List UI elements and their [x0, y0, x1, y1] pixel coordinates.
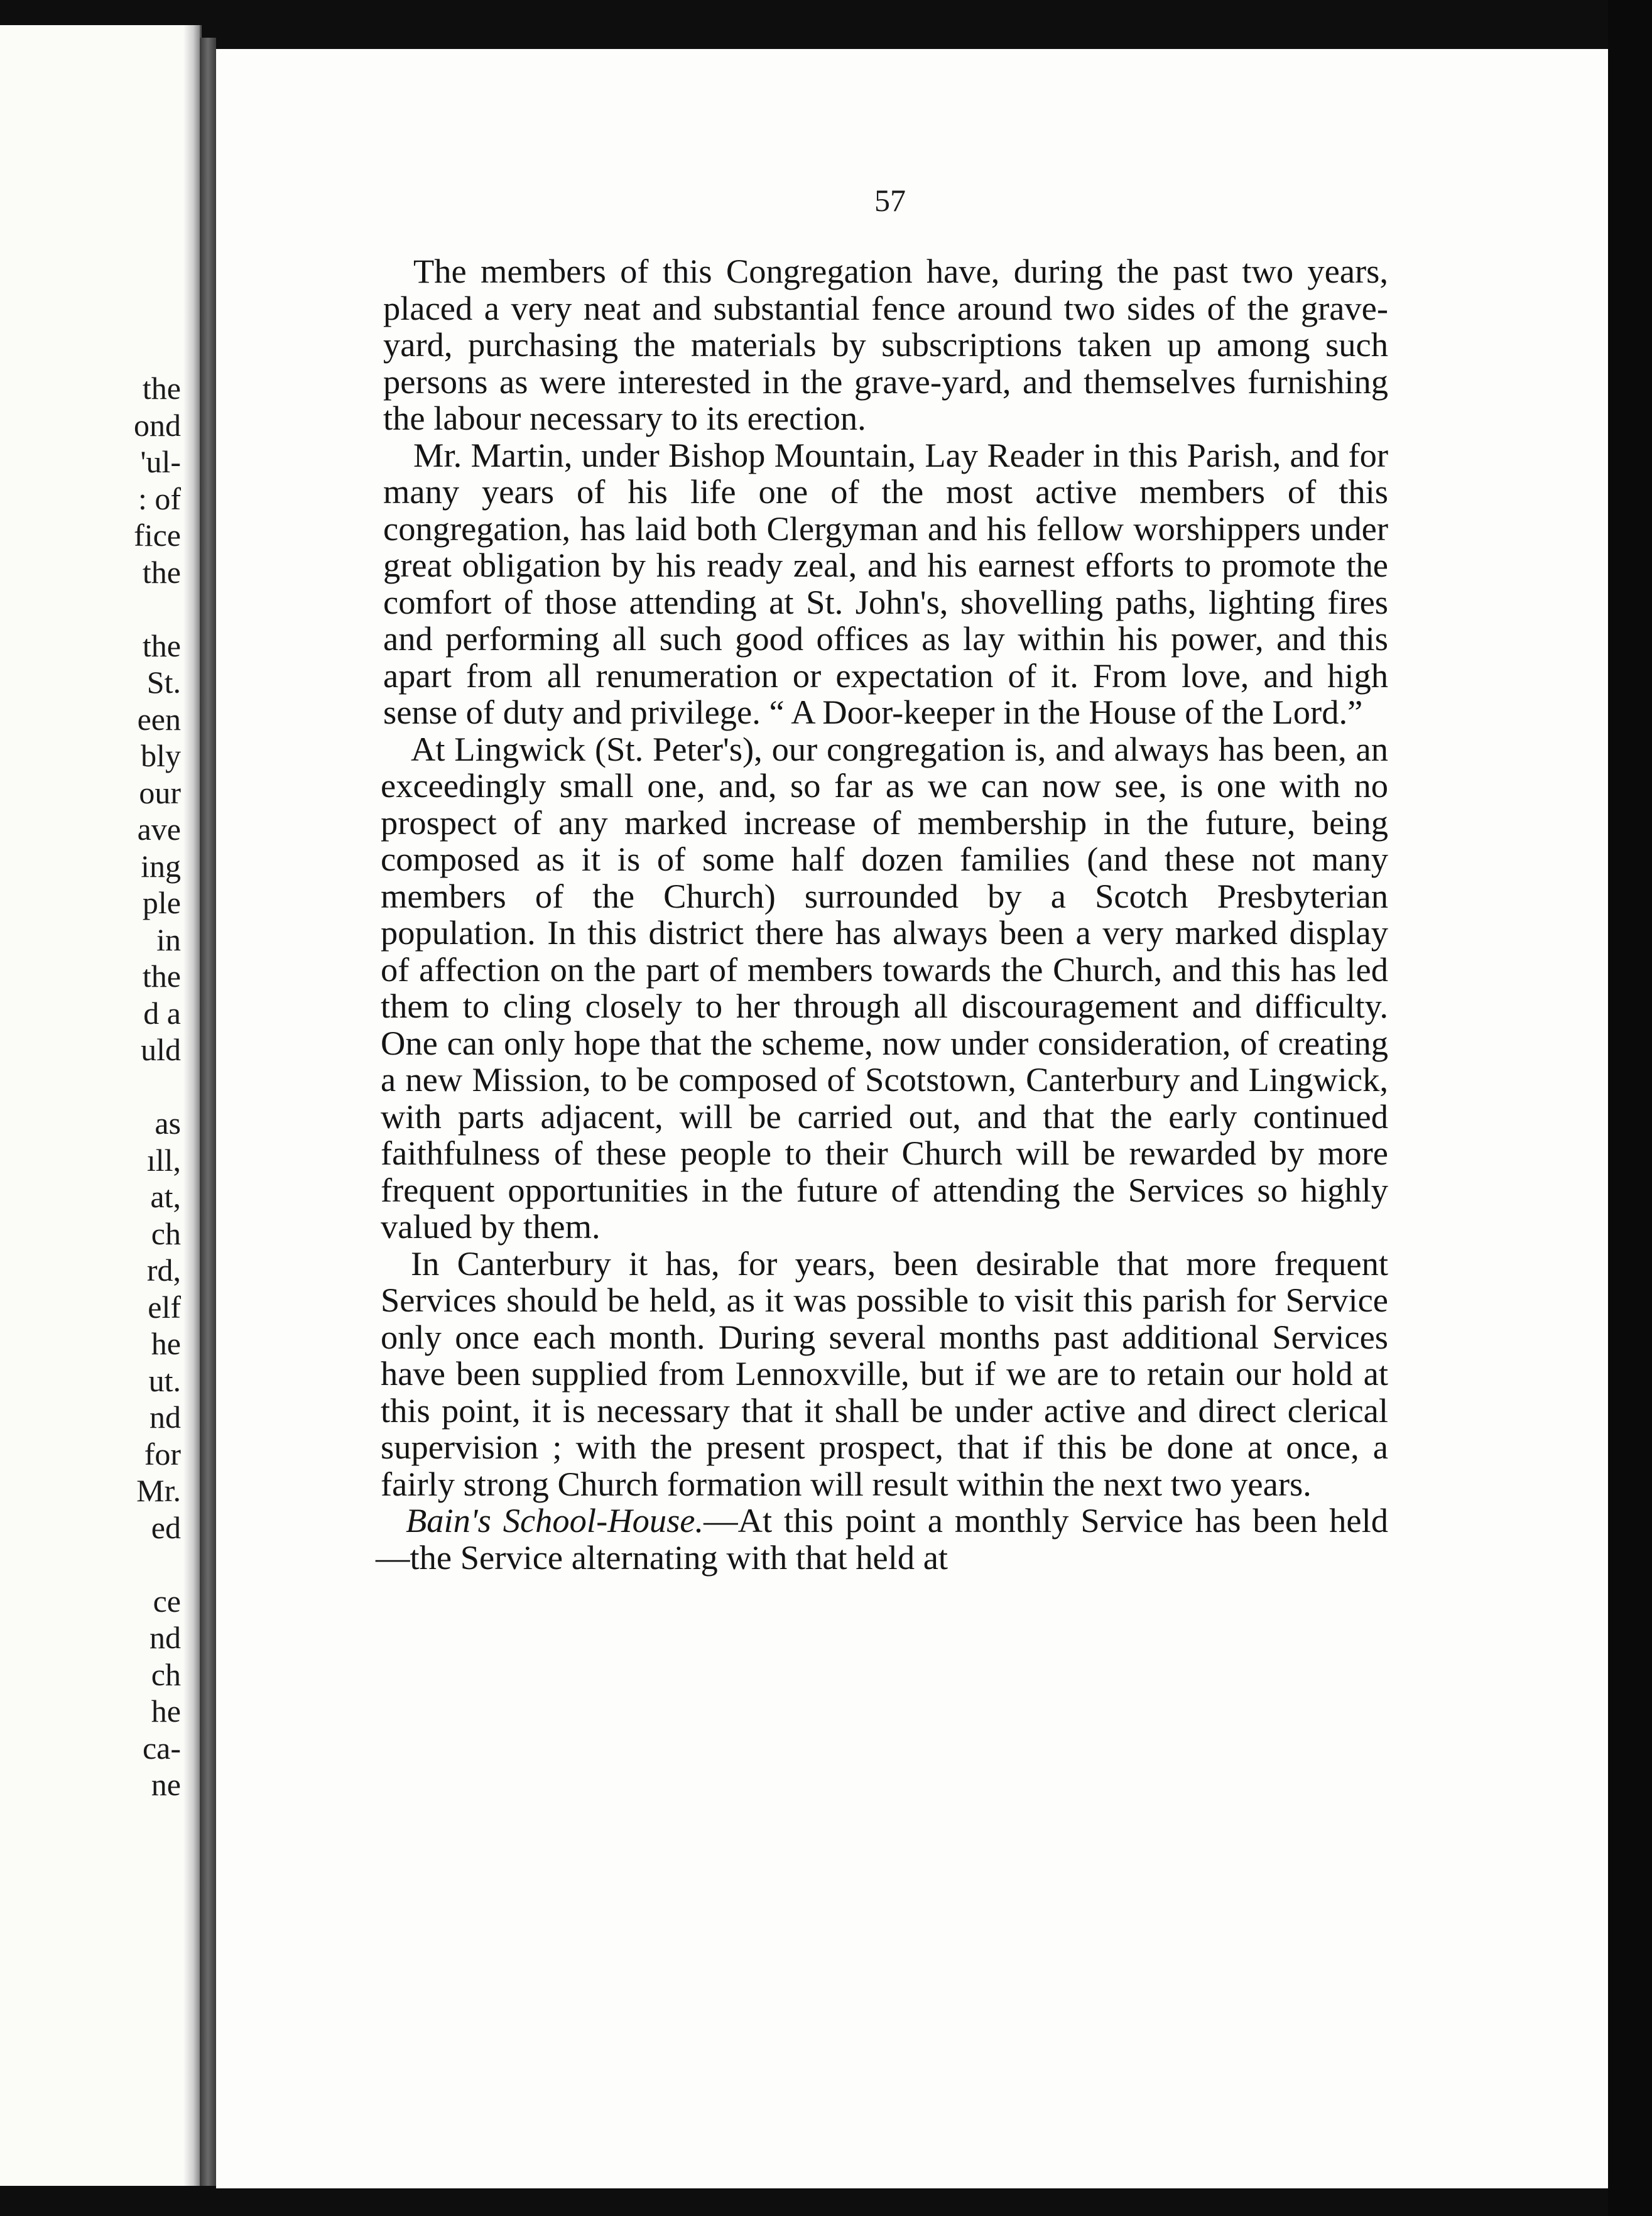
- left-page-line-end: uld: [141, 1032, 181, 1067]
- paragraph-fence: The members of this Congregation have, during the past two years, placed a very neat and substantial fence around two sides of the grave-yard, purchasing the materials by subscriptions taken up among such persons as were interested in the grave-yard, and themselves furnishing the labour necessary to its erection.: [383, 252, 1388, 437]
- left-page-line-end: as: [155, 1105, 181, 1141]
- left-page-line-end: ut.: [148, 1362, 181, 1398]
- left-page-line-end: 'ul-: [140, 444, 181, 479]
- left-page-line-end: elf: [148, 1289, 181, 1325]
- paragraph-canterbury: In Canterbury it has, for years, been desirable that more frequent Services should be held, as it was possible to visit this parish for Service only once each month. During several months past additional Services have been supplied from Lennoxville, but if we are to retain our hold at this point, it is necessary that it shall be under active and direct clerical supervision ; with the present prospect, that if this be done at once, a fairly strong Church formation will result within the next two years.: [381, 1244, 1388, 1503]
- left-page-line-end: ple: [142, 885, 181, 920]
- paragraph-mr-martin: Mr. Martin, under Bishop Mountain, Lay Reader in this Parish, and for many years of his life one of the most active members of this congregation, has laid both Clergyman and his fellow worshippers under great obligation by his ready zeal, and his earnest efforts to promote the comfort of those attending at St. John's, shovelling paths, lighting fires and performing all such good offices as lay within his power, and this apart from all renumeration or expectation of it. From love, and high sense of duty and privilege. “ A Door-keeper in the House of the Lord.”: [383, 435, 1388, 731]
- left-page-line-end: ıll,: [146, 1142, 181, 1178]
- left-page-line-end: for: [144, 1436, 181, 1472]
- left-page-line-end: St.: [146, 665, 181, 700]
- left-page-line-end: he: [151, 1693, 181, 1729]
- left-page-line-end: fice: [134, 518, 181, 553]
- scan-right-edge: [1608, 0, 1652, 2216]
- left-page-line-end: the: [142, 959, 181, 994]
- left-page-line-end: Mr.: [136, 1473, 181, 1508]
- left-page-line-end: the: [142, 554, 181, 590]
- left-page-line-end: ce: [153, 1583, 181, 1619]
- left-page-line-end: een: [137, 701, 181, 737]
- left-page-line-end: ne: [151, 1767, 181, 1802]
- left-page-line-end: the: [142, 627, 181, 663]
- left-page-line-end: rd,: [146, 1252, 181, 1288]
- left-page-line-end: nd: [149, 1399, 181, 1435]
- bains-school-house-text: —At this point a monthly Service has been held—the Service alternating with that held at: [376, 1501, 1389, 1577]
- left-page-line-end: ca-: [142, 1730, 181, 1766]
- left-page-line-end: ch: [151, 1215, 181, 1251]
- left-page-line-end: ch: [151, 1656, 181, 1692]
- bains-school-house-heading: Bain's School-House.: [406, 1501, 704, 1540]
- left-page-line-end: our: [139, 774, 181, 810]
- left-page-line-end: : of: [138, 481, 181, 516]
- paragraph-bains-school-house: [376, 1502, 1388, 1576]
- left-page-line-end: d a: [143, 995, 181, 1031]
- page-number: 57: [874, 183, 906, 218]
- left-page-fragment: [0, 25, 202, 2186]
- left-page-line-end: he: [151, 1326, 181, 1361]
- left-page-line-end: in: [156, 921, 181, 957]
- left-page-binding-shadow: [183, 25, 200, 2186]
- body-text: [376, 252, 1389, 1577]
- left-page-line-end: ing: [141, 848, 181, 884]
- book-gutter: [200, 38, 216, 2186]
- left-page-line-end: the: [142, 371, 181, 406]
- left-page-line-end: ed: [151, 1509, 181, 1545]
- left-page-line-end: nd: [149, 1620, 181, 1655]
- left-page-line-end: bly: [141, 738, 181, 773]
- left-page-line-end: at,: [150, 1179, 181, 1214]
- paragraph-lingwick: At Lingwick (St. Peter's), our congregation is, and always has been, an exceedingly small one, and, so far as we can now see, is one with no prospect of any marked increase of membership in the future, being composed as it is of some half dozen families (and these not many members of the Church) surrounded by a Scotch Presbyterian population. In this district there has always been a very marked display of affection on the part of members towards the Church, and this has led them to cling closely to her through all discouragement and difficulty. One can only hope that the scheme, now under consideration, of creating a new Mission, to be composed of Scotstown, Canterbury and Lingwick, with parts adjacent, will be carried out, and that the early continued faithfulness of these people to their Church will be rewarded by more frequent opportunities in the future of attending the Services so highly valued by them.: [381, 729, 1388, 1246]
- left-page-line-end: ave: [137, 812, 181, 847]
- left-page-line-end: ond: [134, 407, 181, 443]
